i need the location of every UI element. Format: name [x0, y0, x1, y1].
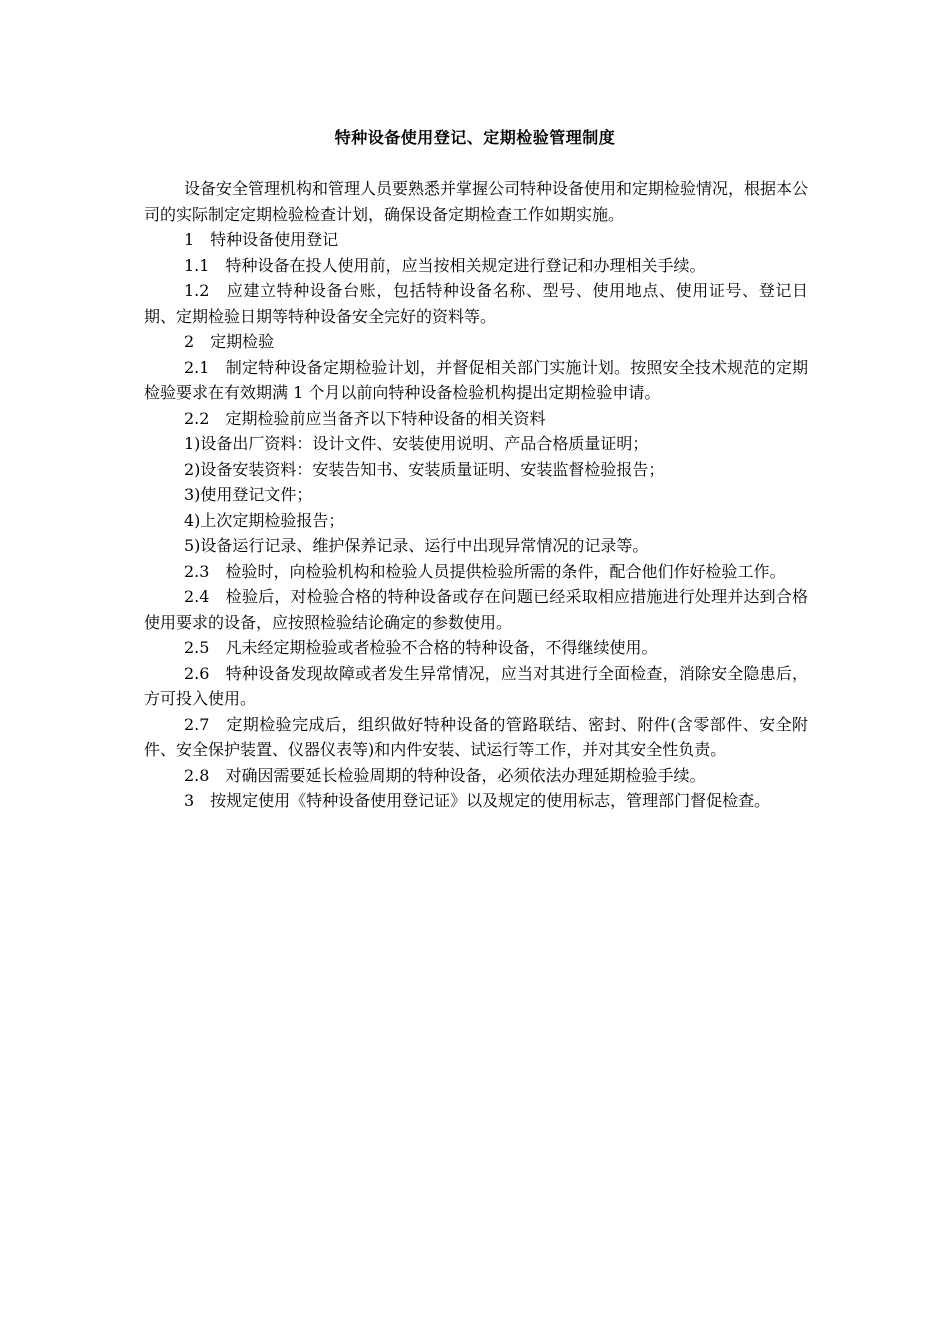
clause-1-1: 1.1 特种设备在投人使用前，应当按相关规定进行登记和办理相关手续。: [184, 255, 706, 275]
clause-2-4: 2.4 检验后，对检验合格的特种设备或存在问题已经采取相应措施进行处理并达到合格使用要求的设备，应按照检验结论确定的参数使用。: [144, 587, 808, 632]
clause-2-6: 2.6 特种设备发现故障或者发生异常情况，应当对其进行全面检查，消除安全隐患后，方可投入使用。: [144, 663, 808, 708]
section-heading-1: 1 特种设备使用登记: [184, 230, 339, 249]
clause-1-2: 1.2 应建立特种设备台账，包括特种设备名称、型号、使用地点、使用证号、登记日期、定期检验日期等特种设备安全完好的资料等。: [144, 281, 808, 326]
list-item-1: 1)设备出厂资料：设计文件、安装使用说明、产品合格质量证明；: [184, 434, 649, 453]
section-heading-2: 2 定期检验: [184, 332, 275, 351]
clause-2-8: 2.8 对确因需要延长检验周期的特种设备，必须依法办理延期检验手续。: [184, 765, 706, 785]
clause-2-5: 2.5 凡未经定期检验或者检验不合格的特种设备，不得继续使用。: [184, 638, 658, 657]
list-item-4: 4)上次定期检验报告；: [184, 510, 345, 530]
clause-2-7: 2.7 定期检验完成后，组织做好特种设备的管路联结、密封、附件(含零部件、安全附件、安全保护装置、仪器仪表等)和内件安装、试运行等工作，并对其安全性负责。: [144, 714, 808, 759]
list-item-2: 2)设备安装资料：安装告知书、安装质量证明、安装监督检验报告；: [184, 459, 665, 479]
clause-2-1: 2.1 制定特种设备定期检验计划，并督促相关部门实施计划。按照安全技术规范的定期检验要求在有效期满 1 个月以前向特种设备检验机构提出定期检验申请。: [144, 357, 808, 402]
document-title: 特种设备使用登记、定期检验管理制度: [334, 128, 616, 147]
list-item-5: 5)设备运行记录、维护保养记录、运行中出现异常情况的记录等。: [184, 536, 649, 555]
clause-2-2: 2.2 定期检验前应当备齐以下特种设备的相关资料: [184, 408, 546, 428]
intro-paragraph: 设备安全管理机构和管理人员要熟悉并掌握公司特种设备使用和定期检验情况，根据本公司的实际制定定期检验检查计划，确保设备定期检查工作如期实施。: [144, 179, 809, 224]
clause-2-3: 2.3 检验时，向检验机构和检验人员提供检验所需的条件，配合他们作好检验工作。: [184, 561, 786, 581]
list-item-3: 3)使用登记文件；: [184, 485, 313, 504]
section-3: 3 按规定使用《特种设备使用登记证》以及规定的使用标志，管理部门督促检查。: [184, 791, 771, 810]
document-body: [144, 176, 808, 814]
